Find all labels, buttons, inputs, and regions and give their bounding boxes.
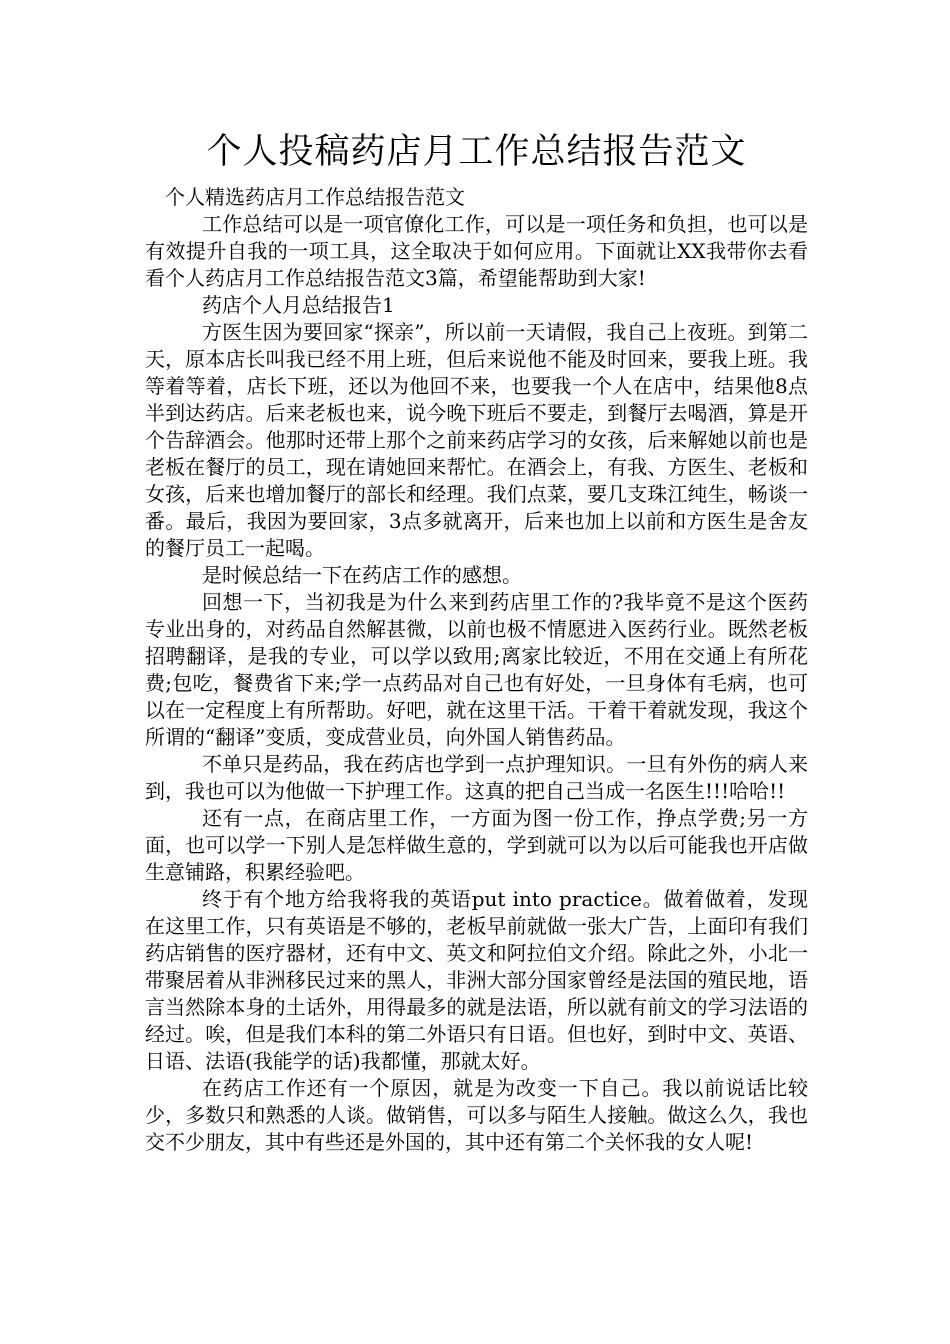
paragraph: 在药店工作还有一个原因，就是为改变一下自己。我以前说话比较少，多数只和熟悉的人谈。做销售，可以多与陌生人接触。做这么久，我也交不少朋友，其中有些还是外国的，其中还有第二个关怀我的女人呢! xyxy=(145,1076,808,1154)
document-page xyxy=(145,124,808,1156)
section-heading: 药店个人月总结报告1 xyxy=(202,293,395,317)
paragraph: 是时候总结一下在药店工作的感想。 xyxy=(202,563,522,587)
paragraph-intro: 工作总结可以是一项官僚化工作，可以是一项任务和负担，也可以是有效提升自我的一项工具，这全取决于如何应用。下面就让XX我带你去看看个人药店月工作总结报告范文3篇，希望能帮助到大家! xyxy=(145,212,808,290)
paragraph: 还有一点，在商店里工作，一方面为图一份工作，挣点学费;另一方面，也可以学一下别人是怎样做生意的，学到就可以为以后可能我也开店做生意铺路，积累经验吧。 xyxy=(145,806,808,884)
document-subtitle: 个人精选药店月工作总结报告范文 xyxy=(165,185,465,209)
paragraph: 不单只是药品，我在药店也学到一点护理知识。一旦有外伤的病人来到，我也可以为他做一下护理工作。这真的把自己当成一名医生!!!哈哈!! xyxy=(145,752,808,803)
document-title: 个人投稿药店月工作总结报告范文 xyxy=(206,132,747,172)
paragraph: 方医生因为要回家“探亲”，所以前一天请假，我自己上夜班。到第二天，原本店长叫我已经不用上班，但后来说他不能及时回来，要我上班。我等着等着，店长下班，还以为他回不来，也要我一个人在店中，结果他8点半到达药店。后来老板也来，说今晚下班后不要走，到餐厅去喝酒，算是开个告辞酒会。他那时还带上那个之前来药店学习的女孩，后来解她以前也是老板在餐厅的员工，现在请她回来帮忙。在酒会上，有我、方医生、老板和女孩，后来也增加餐厅的部长和经理。我们点菜，要几支珠江纯生，畅谈一番。最后，我因为要回家，3点多就离开，后来也加上以前和方医生是舍友的餐厅员工一起喝。 xyxy=(145,320,808,560)
paragraph: 终于有个地方给我将我的英语put into practice。做着做着，发现在这里工作，只有英语是不够的，老板早前就做一张大广告，上面印有我们药店销售的医疗器材，还有中文、英文和阿拉伯文介绍。除此之外，小北一带聚居着从非洲移民过来的黑人，非洲大部分国家曾经是法国的殖民地，语言当然除本身的土话外，用得最多的就是法语，所以就有前文的学习法语的经过。唉，但是我们本科的第二外语只有日语。但也好，到时中文、英语、日语、法语(我能学的话)我都懂，那就太好。 xyxy=(145,887,808,1073)
paragraph: 回想一下，当初我是为什么来到药店里工作的?我毕竟不是这个医药专业出身的，对药品自然解甚微，以前也极不情愿进入医药行业。既然老板招聘翻译，是我的专业，可以学以致用;离家比较近，不用在交通上有所花费;包吃，餐费省下来;学一点药品对自己也有好处，一旦身体有毛病，也可以在一定程度上有所帮助。好吧，就在这里干活。干着干着就发现，我这个所谓的“翻译”变质，变成营业员，向外国人销售药品。 xyxy=(145,590,808,749)
